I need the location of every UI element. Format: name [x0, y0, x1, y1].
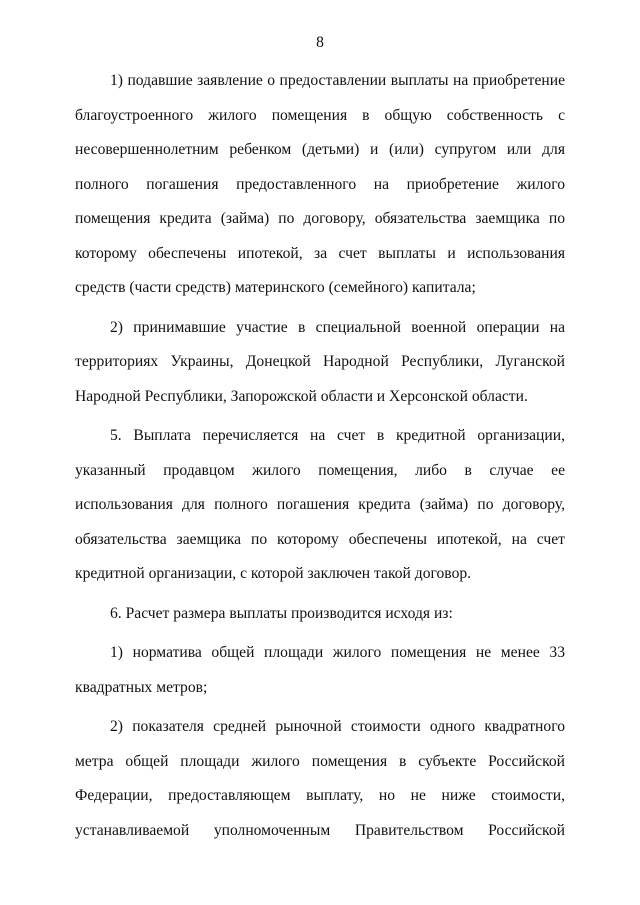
- paragraph-item-2-military-participants: 2) принимавшие участие в специальной военной операции на территориях Украины, Донецкой Народной Республики, Луганской Народной Республики, Запорожской области и Херсонской области.: [75, 318, 565, 405]
- paragraph-item-1-mortgage-applicants: 1) подавшие заявление о предоставлении выплаты на приобретение благоустроенного жилого помещения в общую собственность с несовершеннолетним ребенком (детьми) и (или) супругом или для полного погашения предоставленного на приобретение жилого помещения кредита (займа) по договору, обязательства заемщика по которому обеспечены ипотекой, за счет выплаты и использования средств (части средств) материнского (семейного) капитала;: [75, 72, 565, 296]
- page-number: 8: [316, 34, 324, 51]
- paragraph-clause-6-calculation-basis: 6. Расчет размера выплаты производится исходя из:: [110, 604, 453, 622]
- paragraph-item-2-market-price: 2) показателя средней рыночной стоимости одного квадратного метра общей площади жилого помещения в субъекте Российской Федерации, предоставляющем выплату, но не ниже стоимости, устанавливаемой уполномоченным Правительством Российской: [75, 718, 565, 839]
- paragraph-clause-5-payment-transfer: 5. Выплата перечисляется на счет в кредитной организации, указанный продавцом жилого помещения, либо в случае ее использования для полного погашения кредита (займа) по договору, обязательства заемщика по которому обеспечены ипотекой, на счет кредитной организации, с которой заключен такой договор.: [75, 427, 565, 582]
- paragraph-item-1-area-norm: 1) норматива общей площади жилого помещения не менее 33 квадратных метров;: [75, 644, 565, 696]
- document-body: [75, 64, 565, 853]
